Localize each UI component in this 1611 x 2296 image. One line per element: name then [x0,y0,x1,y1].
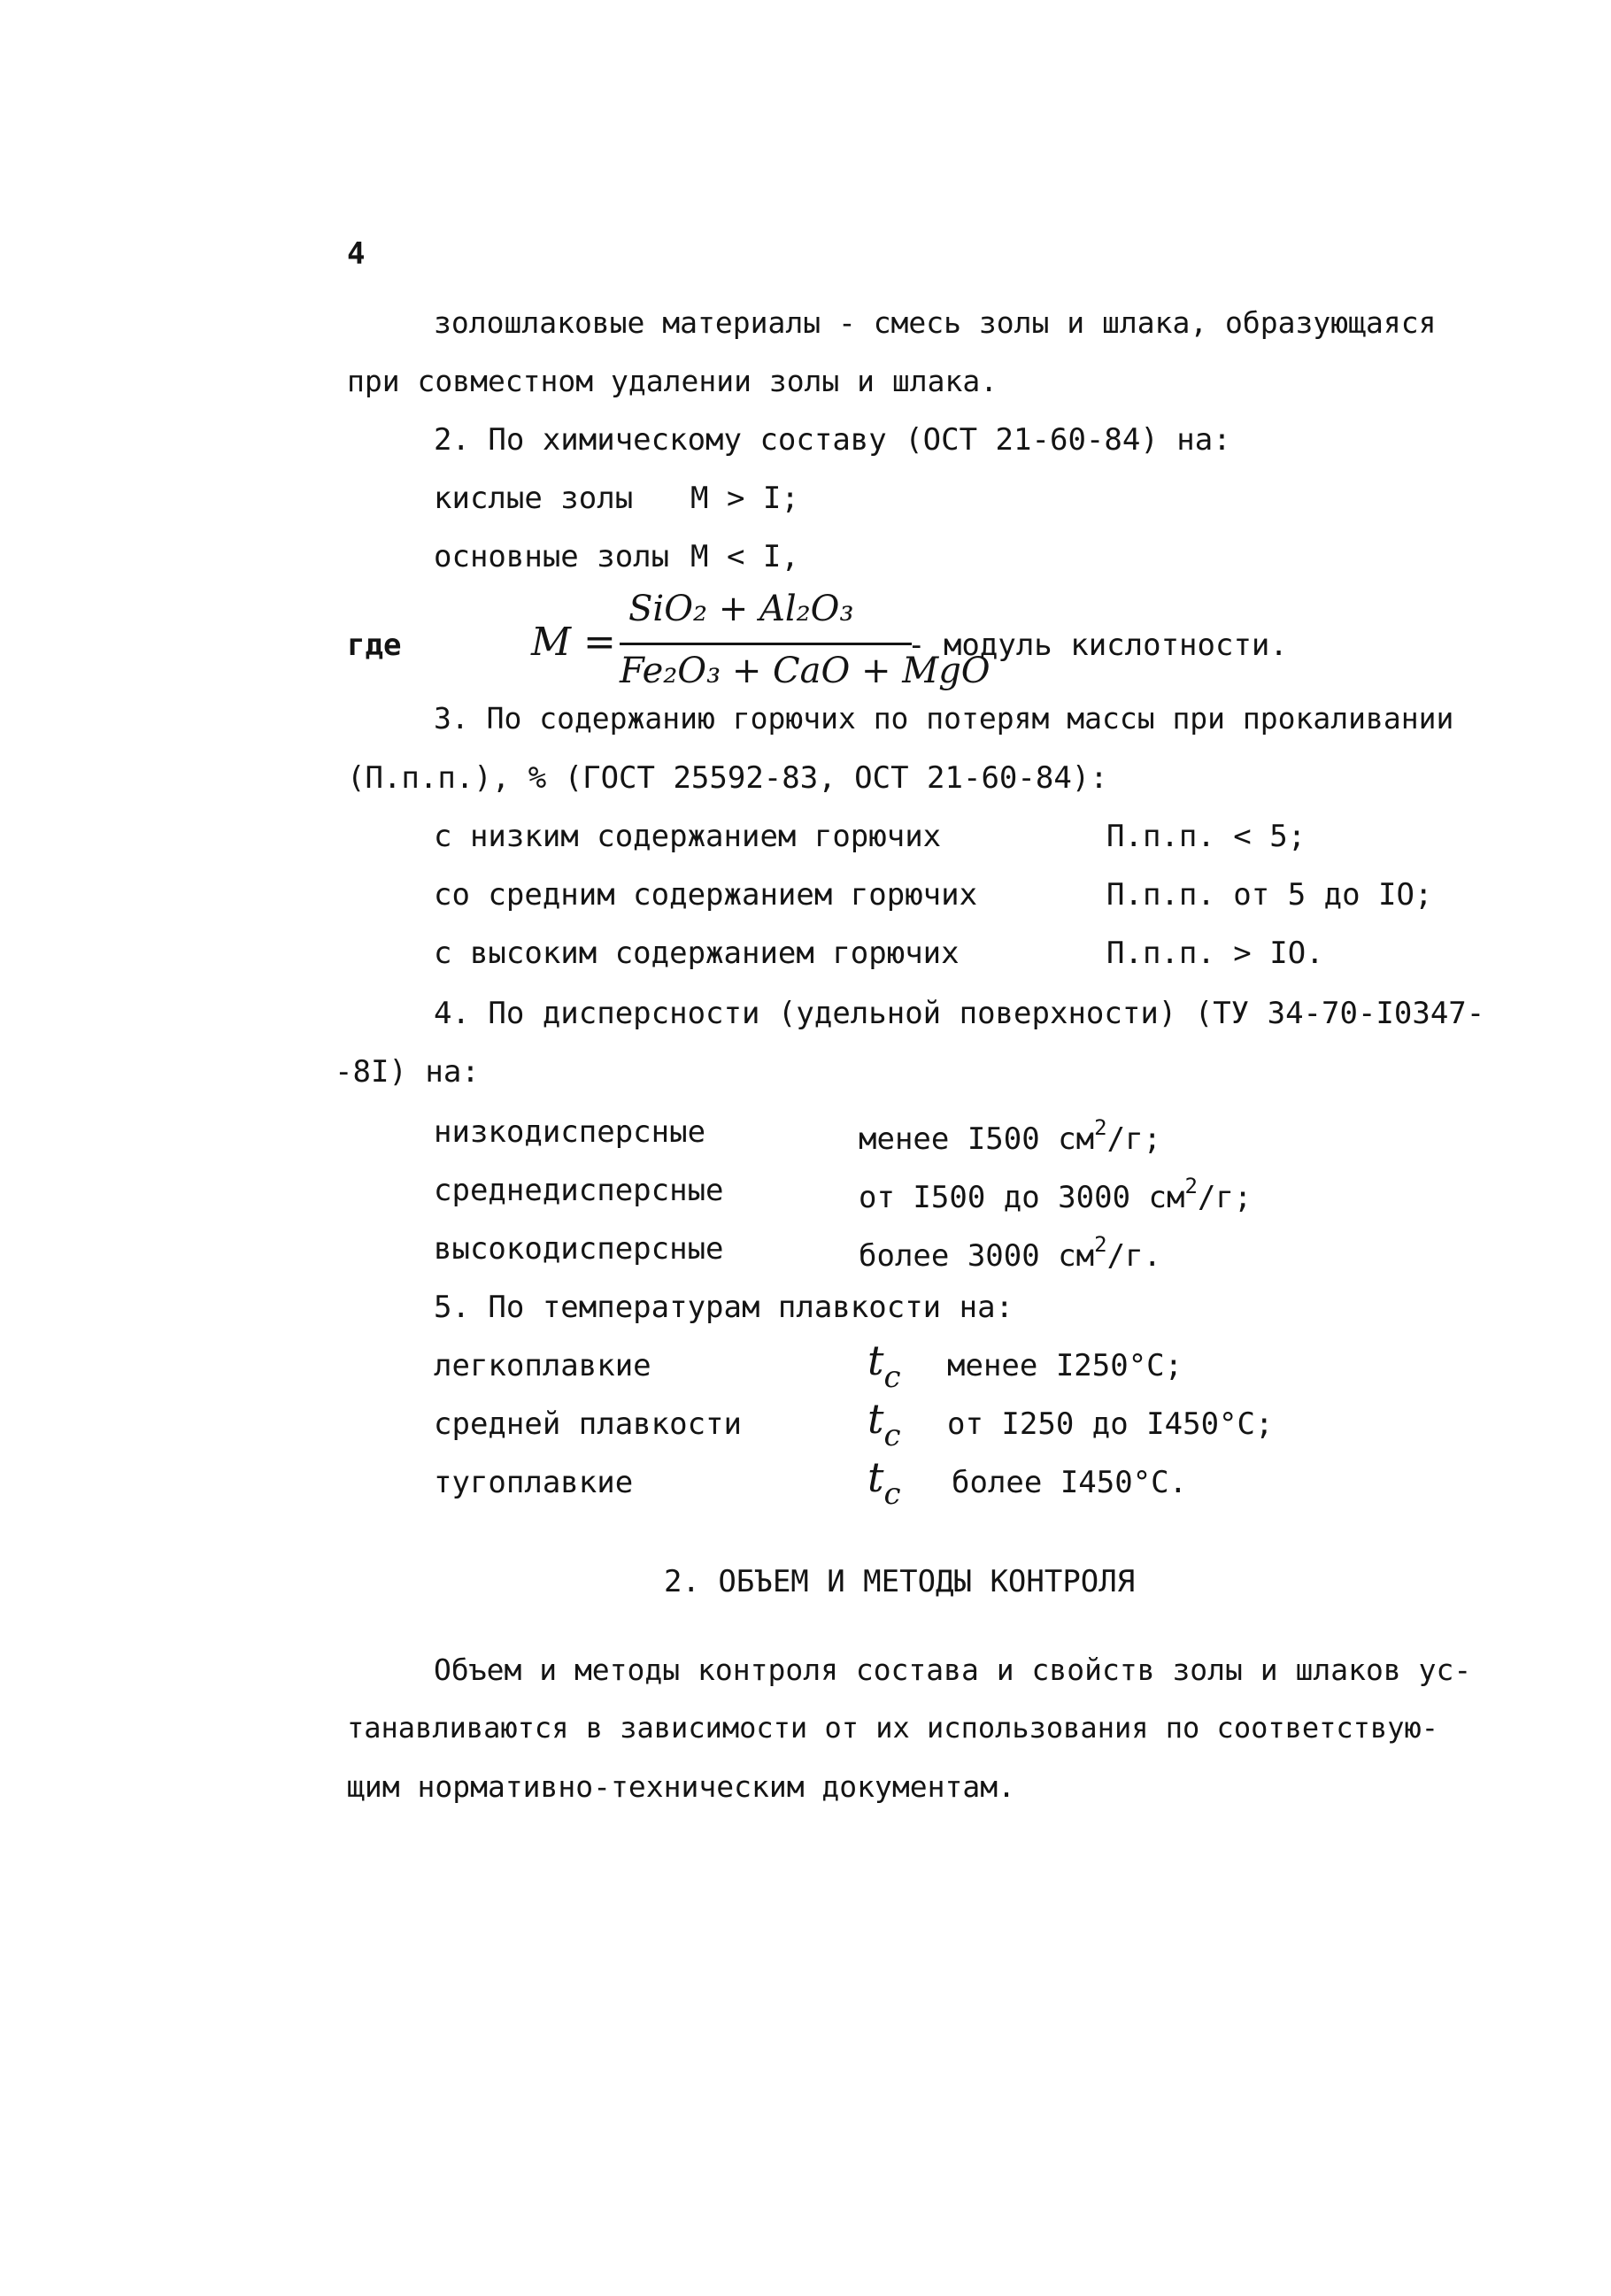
melting-temperature-symbol: $t_c$ [867,1337,901,1395]
unit-cm: см [1058,1121,1095,1157]
page-number: 4 [347,236,366,272]
acid-ash-condition: M > I; [690,481,799,516]
item4-row-label: высокодисперсные [434,1231,724,1267]
basic-ash-label: основные золы [434,539,670,574]
section-title: 2. ОБЪЕМ И МЕТОДЫ КОНТРОЛЯ [664,1564,1136,1599]
section2-line-2: танавливаются в зависимости от их использования по соответствую- [347,1711,1438,1745]
item4-line-1: 4. По дисперсности (удельной поверхности) (ТУ 34-70-I0347- [434,996,1485,1031]
section2-line-1: Объем и методы контроля состава и свойств золы и шлаков ус- [434,1653,1472,1687]
section2-line-3: щим нормативно-техническим документам. [347,1769,1015,1804]
unit-suffix: /г; [1106,1121,1162,1157]
unit-power: 2 [1094,1115,1107,1140]
item5-heading: 5. По температурам плавкости на: [434,1290,1014,1325]
unit-suffix: /г. [1106,1238,1162,1274]
acid-ash-label: кислые золы [434,481,634,516]
melting-temperature-symbol: $t_c$ [867,1395,901,1453]
item3-row-value: П.п.п. > IO. [1106,936,1324,971]
item3-row-label: с низким содержанием горючих [434,819,942,854]
item5-row-label: легкоплавкие [434,1348,651,1383]
melting-temperature-symbol: $t_c$ [867,1453,901,1512]
item5-row-label: тугоплавкие [434,1465,634,1500]
item5-row-label: средней плавкости [434,1406,742,1442]
intro-line-1: золошлаковые материалы - смесь золы и шлака, образующаяся [434,305,1437,340]
dispersity-threshold: менее I500 [859,1121,1040,1157]
basic-ash-condition: M < I, [690,539,799,574]
item5-row-value: менее I250°C; [947,1348,1183,1383]
unit-cm: см [1148,1180,1185,1215]
item3-line-2: (П.п.п.), % (ГОСТ 25592-83, ОСТ 21-60-84): [347,760,1108,796]
item4-row-value [859,1232,1162,1274]
fraction-bar [620,643,912,645]
item4-row-value [859,1115,1162,1157]
dispersity-threshold: более 3000 [859,1238,1040,1274]
formula-denominator: Fe₂O₃ + CaO + MgO [620,651,990,691]
formula-description: - модуль кислотности. [907,628,1288,663]
unit-power: 2 [1094,1232,1107,1257]
dispersity-threshold: от I500 до 3000 [859,1180,1131,1215]
intro-line-2: при совместном удалении золы и шлака. [347,364,998,398]
formula-where: где [347,628,402,663]
item3-line-1: 3. По содержанию горючих по потерям массы при прокаливании [434,701,1454,736]
item4-row-label: среднедисперсные [434,1173,724,1208]
item4-line-2: -8I) на: [335,1054,480,1090]
item3-row-value: П.п.п. от 5 до IO; [1106,877,1433,913]
unit-power: 2 [1184,1174,1198,1198]
formula-lhs: M = [531,620,616,665]
item2-heading: 2. По химическому составу (ОСТ 21-60-84) на: [434,422,1231,458]
formula-numerator: SiO₂ + Al₂O₃ [628,589,854,629]
item4-row-value [859,1175,1252,1213]
item3-row-label: с высоким содержанием горючих [434,936,960,971]
item5-row-value: более I450°C. [952,1465,1188,1500]
unit-cm: см [1058,1238,1095,1274]
unit-suffix: /г; [1197,1180,1253,1215]
item4-row-label: низкодисперсные [434,1114,706,1150]
item3-row-label: со средним содержанием горючих [434,877,978,913]
item5-row-value: от I250 до I450°C; [947,1406,1274,1442]
item3-row-value: П.п.п. < 5; [1106,819,1307,854]
